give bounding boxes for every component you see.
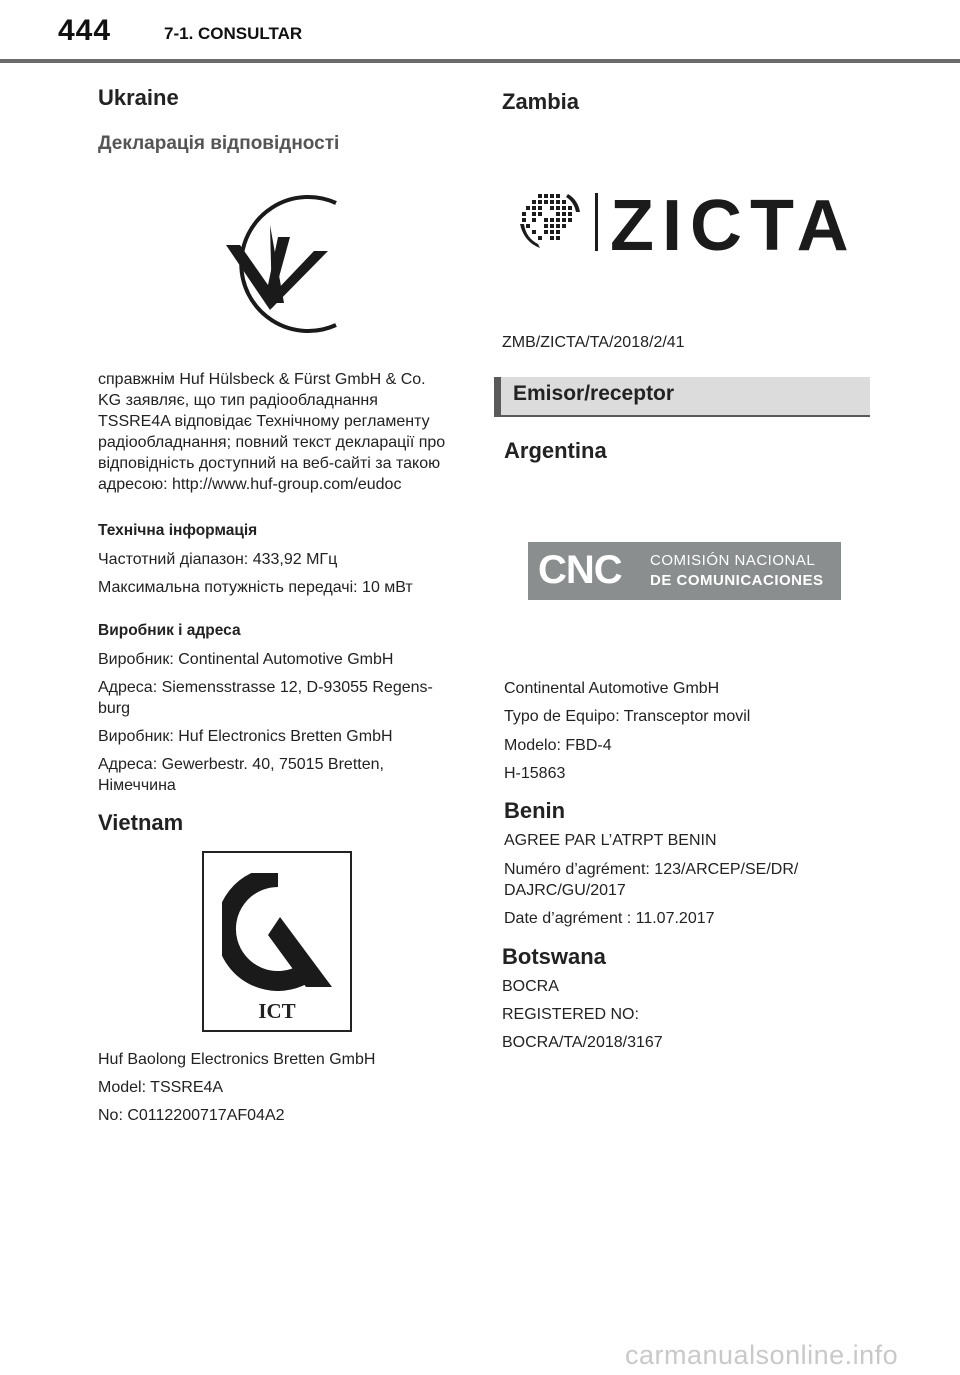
- section-title: 7-1. CONSULTAR: [164, 24, 303, 43]
- address2-line2: Німеччина: [98, 777, 176, 794]
- ukraine-declaration: [98, 369, 468, 495]
- ict-label: ICT: [258, 999, 296, 1023]
- tech-info-heading: Технічна інформація: [98, 522, 258, 539]
- argentina-code: H-15863: [504, 765, 566, 782]
- power-text: Максимальна потужність передачі: 10 мВт: [98, 579, 413, 596]
- zambia-heading: Zambia: [502, 89, 580, 114]
- emisor-label: Emisor/receptor: [513, 382, 675, 405]
- address1-line2: burg: [98, 700, 131, 717]
- maker1-text: Виробник: Continental Automotive GmbH: [98, 651, 394, 668]
- address1-line1: Адреса: Siemensstrasse 12, D-93055 Regens-: [98, 679, 433, 696]
- vietnam-number: No: C0112200717AF04A2: [98, 1107, 285, 1124]
- argentina-heading: Argentina: [504, 438, 607, 463]
- zicta-logo-text: ZICTA: [610, 186, 857, 266]
- ukraine-heading: Ukraine: [98, 85, 179, 110]
- benin-approval-line1: Numéro d’agrément: 123/ARCEP/SE/DR/: [504, 861, 799, 878]
- ukraine-conformity-logo: [200, 185, 340, 345]
- zambia-ref: ZMB/ZICTA/TA/2018/2/41: [502, 334, 685, 351]
- maker-heading: Виробник і адреса: [98, 622, 241, 639]
- vietnam-model: Model: TSSRE4A: [98, 1079, 224, 1096]
- frequency-text: Частотний діапазон: 433,92 МГц: [98, 551, 338, 568]
- page-number: 444: [58, 14, 112, 47]
- benin-agree: AGREE PAR L’ATRPT BENIN: [504, 832, 717, 849]
- argentina-type: Typo de Equipo: Transceptor movil: [504, 708, 751, 725]
- watermark: carmanualsonline.info: [625, 1340, 899, 1370]
- declaration-line: радіообладнання; повний текст декларації про: [98, 434, 446, 451]
- cnc-abbrev: CNC: [538, 548, 622, 592]
- cnc-line2: DE COMUNICACIONES: [650, 572, 824, 589]
- botswana-authority: BOCRA: [502, 978, 559, 995]
- cnc-line1: COMISIÓN NACIONAL: [650, 552, 816, 569]
- declaration-line: TSSRE4A відповідає Технічному регламенту: [98, 413, 430, 430]
- header-divider: [0, 59, 960, 63]
- botswana-registered: REGISTERED NO:: [502, 1006, 639, 1023]
- vietnam-company: Huf Baolong Electronics Bretten GmbH: [98, 1051, 376, 1068]
- zicta-divider: [595, 193, 598, 251]
- declaration-line: адресою: http://www.huf-group.com/eudoc: [98, 476, 402, 493]
- ict-q-mark-icon: [222, 873, 334, 991]
- emisor-banner: [494, 377, 870, 417]
- address2-line1: Адреса: Gewerbestr. 40, 75015 Bretten,: [98, 756, 384, 773]
- declaration-line: KG заявляє, що тип радіообладнання: [98, 392, 378, 409]
- vietnam-ict-logo: [202, 851, 352, 1032]
- ukraine-subtitle: Декларація відповідності: [98, 133, 340, 154]
- cnc-logo: [528, 542, 841, 600]
- maker2-text: Виробник: Huf Electronics Bretten GmbH: [98, 728, 393, 745]
- benin-heading: Benin: [504, 798, 566, 823]
- benin-date: Date d’agrément : 11.07.2017: [504, 910, 715, 927]
- botswana-number: BOCRA/TA/2018/3167: [502, 1034, 663, 1051]
- zicta-globe-icon: [518, 188, 582, 252]
- botswana-heading: Botswana: [502, 944, 606, 969]
- declaration-line: відповідність доступний на веб-сайті за такою: [98, 455, 441, 472]
- argentina-company: Continental Automotive GmbH: [504, 680, 720, 697]
- declaration-line: справжнім Huf Hülsbeck & Fürst GmbH & Co.: [98, 371, 426, 388]
- benin-approval-line2: DAJRC/GU/2017: [504, 882, 626, 899]
- vietnam-heading: Vietnam: [98, 810, 184, 835]
- argentina-model: Modelo: FBD-4: [504, 737, 612, 754]
